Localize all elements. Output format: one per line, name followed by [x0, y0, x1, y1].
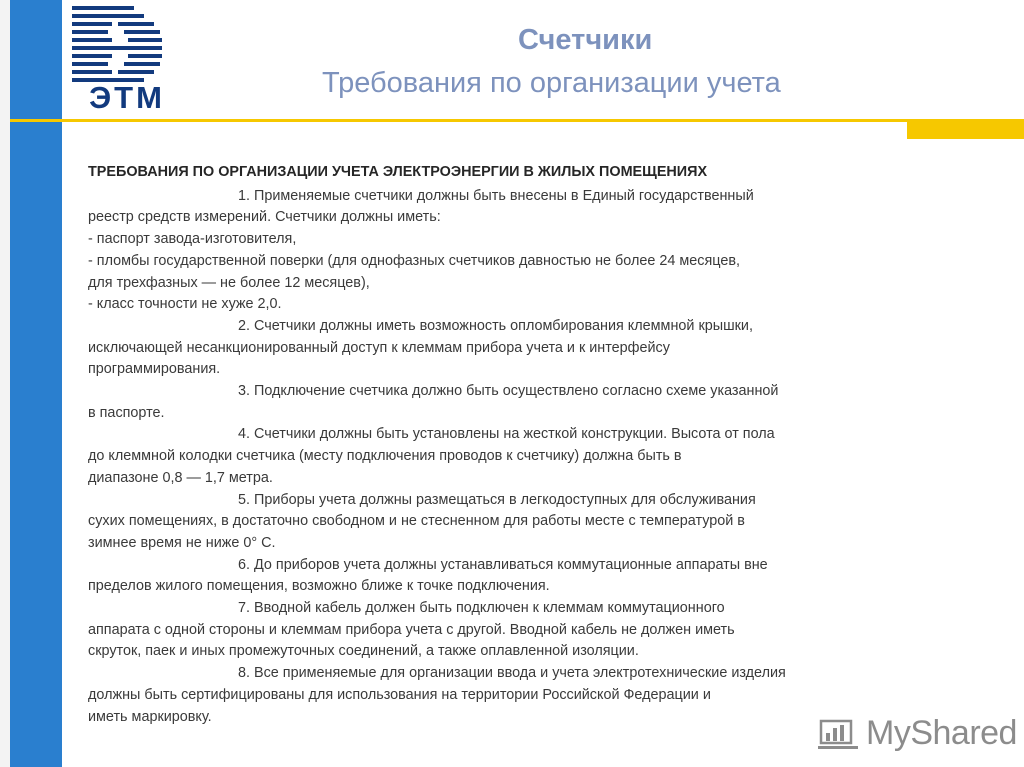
bar-chart-icon — [818, 716, 858, 752]
watermark — [818, 713, 1024, 757]
requirement-item — [88, 381, 908, 424]
requirement-item — [88, 424, 908, 489]
side-accent-bar — [10, 0, 62, 767]
requirement-item-first-line: 4. Счетчики должны быть установлены на жесткой конструкции. Высота от пола — [238, 426, 775, 443]
requirement-item-line: пределов жилого помещения, возможно ближе к точке подключения. — [88, 578, 550, 595]
slide — [10, 0, 1024, 767]
requirement-item — [88, 490, 908, 555]
requirement-item-line: в паспорте. — [88, 404, 165, 421]
requirement-item-line: диапазоне 0,8 — 1,7 метра. — [88, 469, 273, 486]
requirement-item-first-line: 2. Счетчики должны иметь возможность опломбирования клеммной крышки, — [238, 317, 753, 334]
requirement-item-first-line: 3. Подключение счетчика должно быть осуществлено согласно схеме указанной — [238, 383, 779, 400]
requirement-item-line: аппарата с одной стороны и клеммам прибора учета с другой. Вводной кабель не должен иметь — [88, 621, 735, 638]
document-body — [88, 162, 908, 728]
requirement-item-line: - класс точности не хуже 2,0. — [88, 296, 282, 313]
requirement-item-first-line: 5. Приборы учета должны размещаться в легкодоступных для обслуживания — [238, 491, 756, 508]
requirement-item — [88, 663, 908, 728]
requirement-item — [88, 316, 908, 381]
header-divider — [10, 119, 1024, 122]
requirement-item-line: программирования. — [88, 361, 221, 378]
requirement-item-first-line: 8. Все применяемые для организации ввода и учета электротехнические изделия — [238, 665, 786, 682]
requirement-item-line: для трехфазных — не более 12 месяцев), — [88, 274, 370, 291]
outer-margin — [0, 0, 10, 767]
page-subtitle: Требования по организации учета — [322, 67, 781, 99]
requirement-item-line: реестр средств измерений. Счетчики должны иметь: — [88, 209, 441, 226]
requirement-item-line: скруток, паек и иных промежуточных соединений, а также оплавленной изоляции. — [88, 643, 639, 660]
requirement-item-first-line: 1. Применяемые счетчики должны быть внесены в Единый государственный — [238, 187, 754, 204]
section-heading: ТРЕБОВАНИЯ ПО ОРГАНИЗАЦИИ УЧЕТА ЭЛЕКТРОЭНЕРГИИ В ЖИЛЫХ ПОМЕЩЕНИЯХ — [88, 164, 708, 180]
requirement-item-line: - паспорт завода-изготовителя, — [88, 231, 297, 248]
requirement-item-line: исключающей несанкционированный доступ к клеммам прибора учета и к интерфейсу — [88, 339, 670, 356]
requirement-item-first-line: 6. До приборов учета должны устанавливаться коммутационные аппараты вне — [238, 556, 768, 573]
watermark-text: MyShared — [866, 714, 1017, 752]
requirement-item-line: - пломбы государственной поверки (для однофазных счетчиков давностью не более 24 месяцев, — [88, 252, 740, 269]
requirement-item — [88, 186, 908, 316]
logo-text: ЭТМ — [89, 80, 165, 115]
requirement-item-line: должны быть сертифицированы для использования на территории Российской Федерации и — [88, 686, 711, 703]
requirement-item-first-line: 7. Вводной кабель должен быть подключен к клеммам коммутационного — [238, 600, 725, 617]
header-corner-block — [907, 122, 1024, 139]
requirements-list — [88, 186, 908, 729]
requirement-item — [88, 598, 908, 663]
requirement-item — [88, 555, 908, 598]
requirement-item-line: сухих помещениях, в достаточно свободном и не стесненном для работы месте с температурой в — [88, 513, 745, 530]
requirement-item-line: иметь маркировку. — [88, 708, 212, 725]
requirement-item-line: до клеммной колодки счетчика (месту подключения проводов к счетчику) должна быть в — [88, 448, 682, 465]
requirement-item-line: зимнее время не ниже 0° С. — [88, 534, 276, 551]
page-title: Счетчики — [518, 24, 653, 56]
